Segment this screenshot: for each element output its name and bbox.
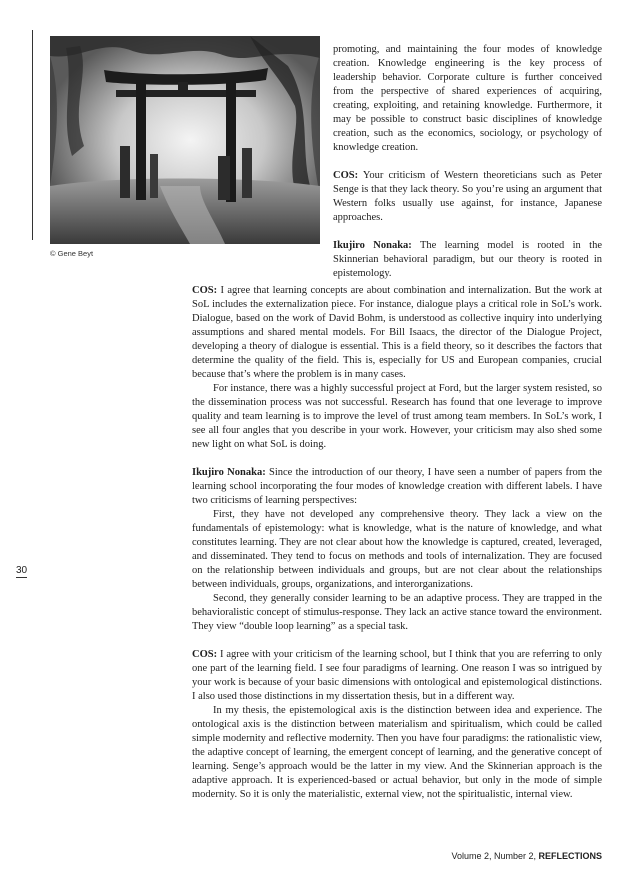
paragraph-text: The learning model is rooted in the Skinnerian behavioral paradigm, but our theory is rooted in epistemology. [333,240,602,279]
paragraph [192,284,602,382]
photo-credit: © Gene Beyt [50,249,94,258]
paragraph-text: I agree that learning concepts are about combination and internalization. But the work at SoL includes the externalization piece. For instance, dialogue plays a critical role in SoL’s work. Dialogue, based on the work of David Bohm, is understood as collective inquiry into underlying assumptions and shared mental models. For Bill Isaacs, the director of the Dialogue Project, developing a theory of dialogue is essential. This is a field theory, so it describes the factors that determine the quality of the field. This is, especially for US and European companies, crucial because that’s where the problem is in many cases. [192,285,602,380]
paragraph-text: Since the introduction of our theory, I have seen a number of papers from the learning school incorporating the four modes of knowledge creation with different labels. I have two criticisms of learning perspectives: [192,467,602,506]
top-column [333,43,602,281]
main-column [192,284,602,802]
torii-gate-illustration [50,36,320,244]
paragraph-text: Your criticism of Western theoreticians such as Peter Senge is that they lack theory. So you’re using an argument that Western folks usually use against, for instance, Japanese approaches. [333,170,602,223]
paragraph [333,239,602,281]
paragraph: Second, they generally consider learning to be an adaptive process. They are trapped in the behavioralistic concept of stimulus-response. They lack an active stance toward the environment. They view “double loop learning” as a special task. [192,593,602,632]
paragraph-text: I agree with your criticism of the learning school, but I think that you are referring to only one part of the learning field. I see four paradigms of learning. One reason I was so intrigued by your work is because of your basic dimensions with ontological and epistemological distinctions. I also used those distinctions in my dissertation thesis, but in a different way. [192,649,602,702]
paragraph: promoting, and maintaining the four modes of knowledge creation. Knowledge engineering is the key process of leadership behavior. Corporate culture is further conceived from the perspective of shared experiences of acquiring, creating, exploiting, and retaining knowledge. Furthermore, it may be possible to construct basic disciplines of knowledge creation, such as the economics, sociology, or psychology of knowledge creation. [333,44,602,153]
paragraph [192,648,602,704]
speaker-label: COS: [192,285,218,296]
footer-volume: Volume 2, Number 2, [451,851,539,861]
paragraph [192,466,602,508]
paragraph: In my thesis, the epistemological axis is the distinction between idea and experience. The ontological axis is the distinction between materialism and spiritualism, which could be called simple modernity and reflective modernity. Then you have four paradigms: the rationalistic view, the adaptive concept of learning, the emergent concept of learning, and the generative concept of learning. Senge’s approach would be the latter in my view. And the Skinnerian approach is the adaptive approach. It is experienced-based or actual behavior, but only in the mode of simple modernity. So it is only the materialistic, external view, not the spiritualistic, internal view. [192,705,602,800]
paragraph: First, they have not developed any comprehensive theory. They lack a view on the fundamentals of epistemology: what is knowledge, what is the nature of knowledge, and what constitutes learning. They are not clear about how the knowledge is captured, created, leveraged, and disseminated. They tend to focus on methods and tools of internalization. They are focused on the relationship between individuals and groups, but are not clear about the relationships between individuals, groups, organizations, and interorganizations. [192,509,602,590]
running-head-rule [32,30,33,240]
speaker-label: COS: [333,170,359,181]
torii-gate-photo [50,36,320,244]
paragraph: For instance, there was a highly successful project at Ford, but the larger system resisted, so the dissemination process was not successful. Research has found that one leverage to improve quality and team learning is to improve the level of trust among team members. In SoL’s work, I see all four angles that you describe in your work. However, your criticism may also shed some new light on what SoL is doing. [192,383,602,450]
speaker-label: Ikujiro Nonaka: [333,240,412,251]
speaker-label: COS: [192,649,218,660]
footer-journal: REFLECTIONS [538,851,602,861]
running-head [9,30,33,240]
page-number: 30 [16,565,28,576]
page-footer [451,851,602,861]
speaker-label: Ikujiro Nonaka: [192,467,266,478]
paragraph [333,169,602,225]
